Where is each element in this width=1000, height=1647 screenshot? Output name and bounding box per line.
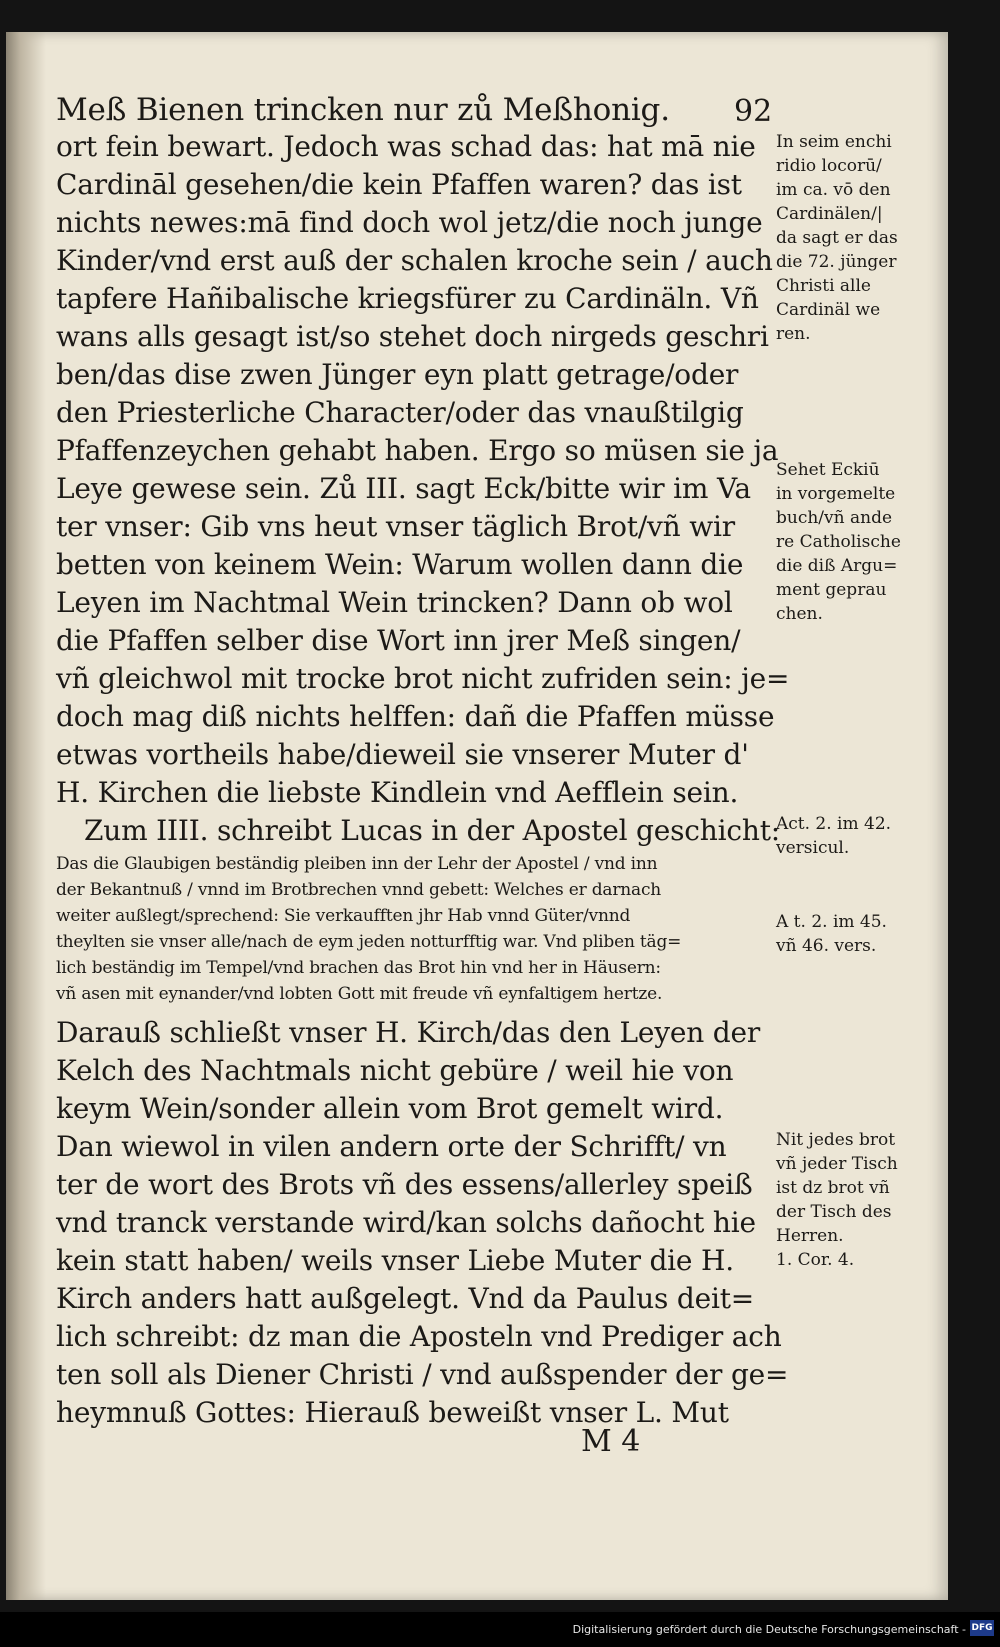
body-line: Kelch des Nachtmals nicht gebüre / weil hie von [56, 1054, 734, 1087]
margin-note-line: Cardinälen/| [776, 204, 883, 224]
body-line: ben/das dise zwen Jünger eyn platt getrage/oder [56, 358, 739, 391]
body-line: Cardināl gesehen/die kein Pfaffen waren? das ist [56, 168, 742, 201]
quote-line: theylten sie vnser alle/nach de eym jeden notturfftig war. Vnd pliben täg= [56, 932, 682, 952]
margin-note-line: in vorgemelte [776, 484, 896, 504]
body-line: Dan wiewol in vilen andern orte der Schrifft/ vn [56, 1130, 727, 1163]
body-line: vñ gleichwol mit trocke brot nicht zufriden sein: je= [56, 662, 790, 695]
margin-note-line: ridio locorū/ [776, 156, 882, 176]
body-line: Zum IIII. schreibt Lucas in der Apostel geschicht: [84, 814, 780, 847]
margin-note-line: die diß Argu= [776, 556, 898, 576]
book-page [6, 32, 948, 1600]
margin-note-line: Christi alle [776, 276, 871, 296]
margin-note-line: chen. [776, 604, 823, 624]
body-line: Kinder/vnd erst auß der schalen kroche sein / auch [56, 244, 773, 277]
footer-bar [0, 1612, 1000, 1647]
body-line: nichts newes:mā find doch wol jetz/die noch junge [56, 206, 763, 239]
margin-note-line: 1. Cor. 4. [776, 1250, 855, 1270]
body-line: ort fein bewart. Jedoch was schad das: hat mā nie [56, 130, 756, 163]
margin-note-line: Sehet Eckiū [776, 460, 880, 480]
body-line: Leyen im Nachtmal Wein trincken? Dann ob wol [56, 586, 733, 619]
body-line: lich schreibt: dz man die Aposteln vnd Prediger ach [56, 1320, 782, 1353]
body-line: doch mag diß nichts helffen: dañ die Pfaffen müsse [56, 700, 775, 733]
margin-note-line: buch/vñ ande [776, 508, 893, 528]
margin-note-line: vñ 46. vers. [776, 936, 877, 956]
body-line: Kirch anders hatt außgelegt. Vnd da Paulus deit= [56, 1282, 755, 1315]
margin-note-line: A t. 2. im 45. [776, 912, 887, 932]
body-line: Pfaffenzeychen gehabt haben. Ergo so müsen sie ja [56, 434, 779, 467]
page-number: 92 [734, 94, 773, 129]
funding-credit: Digitalisierung gefördert durch die Deutsche Forschungsgemeinschaft - [572, 1623, 966, 1636]
running-title: Meß Bienen trincken nur zů Meßhonig. [56, 92, 670, 128]
book-spine-shadow [6, 32, 46, 1600]
body-line: Darauß schließt vnser H. Kirch/das den Leyen der [56, 1016, 761, 1049]
quote-line: weiter außlegt/sprechend: Sie verkaufften jhr Hab vnnd Güter/vnnd [56, 906, 631, 926]
quote-line: vñ asen mit eynander/vnd lobten Gott mit freude vñ eynfaltigem hertze. [56, 984, 663, 1004]
quote-line: Das die Glaubigen beständig pleiben inn der Lehr der Apostel / vnd inn [56, 854, 658, 874]
margin-note-line: Nit jedes brot [776, 1130, 896, 1150]
body-line: wans alls gesagt ist/so stehet doch nirgeds geschri [56, 320, 769, 353]
margin-note-line: ren. [776, 324, 811, 344]
body-line: kein statt haben/ weils vnser Liebe Muter die H. [56, 1244, 734, 1277]
quote-line: der Bekantnuß / vnnd im Brotbrechen vnnd gebett: Welches er darnach [56, 880, 662, 900]
body-line: vnd tranck verstande wird/kan solchs dañocht hie [56, 1206, 756, 1239]
margin-note-line: re Catholische [776, 532, 901, 552]
margin-note-line: ment geprau [776, 580, 887, 600]
margin-note-line: Act. 2. im 42. [776, 814, 892, 834]
body-line: ter vnser: Gib vns heut vnser täglich Brot/vñ wir [56, 510, 735, 543]
body-line: heymnuß Gottes: Hierauß beweißt vnser L. Mut [56, 1396, 729, 1429]
body-line: tapfere Hañibalische kriegsfürer zu Cardinäln. Vñ [56, 282, 759, 315]
margin-note-line: In seim enchi [776, 132, 892, 152]
margin-note-line: Herren. [776, 1226, 844, 1246]
margin-note-line: im ca. vō den [776, 180, 891, 200]
margin-note-line: vñ jeder Tisch [776, 1154, 898, 1174]
body-line: ten soll als Diener Christi / vnd außspender der ge= [56, 1358, 789, 1391]
margin-note-line: da sagt er das [776, 228, 898, 248]
margin-note-line: ist dz brot vñ [776, 1178, 890, 1198]
margin-note-line: die 72. jünger [776, 252, 897, 272]
body-line: die Pfaffen selber dise Wort inn jrer Meß singen/ [56, 624, 741, 657]
body-line: etwas vortheils habe/dieweil sie vnserer Muter d' [56, 738, 749, 771]
margin-note-line: Cardinäl we [776, 300, 881, 320]
body-line: Leye gewese sein. Zů III. sagt Eck/bitte wir im Va [56, 472, 751, 505]
margin-note-line: versicul. [776, 838, 850, 858]
quote-line: lich beständig im Tempel/vnd brachen das Brot hin vnd her in Häusern: [56, 958, 661, 978]
body-line: keym Wein/sonder allein vom Brot gemelt wird. [56, 1092, 724, 1125]
body-line: ter de wort des Brots vñ des essens/allerley speiß [56, 1168, 753, 1201]
dfg-logo: DFG [970, 1620, 994, 1636]
catchword-signature: M 4 [581, 1424, 641, 1459]
body-line: betten von keinem Wein: Warum wollen dann die [56, 548, 744, 581]
body-line: den Priesterliche Character/oder das vnaußtilgig [56, 396, 744, 429]
body-line: H. Kirchen die liebste Kindlein vnd Aefflein sein. [56, 776, 739, 809]
margin-note-line: der Tisch des [776, 1202, 892, 1222]
